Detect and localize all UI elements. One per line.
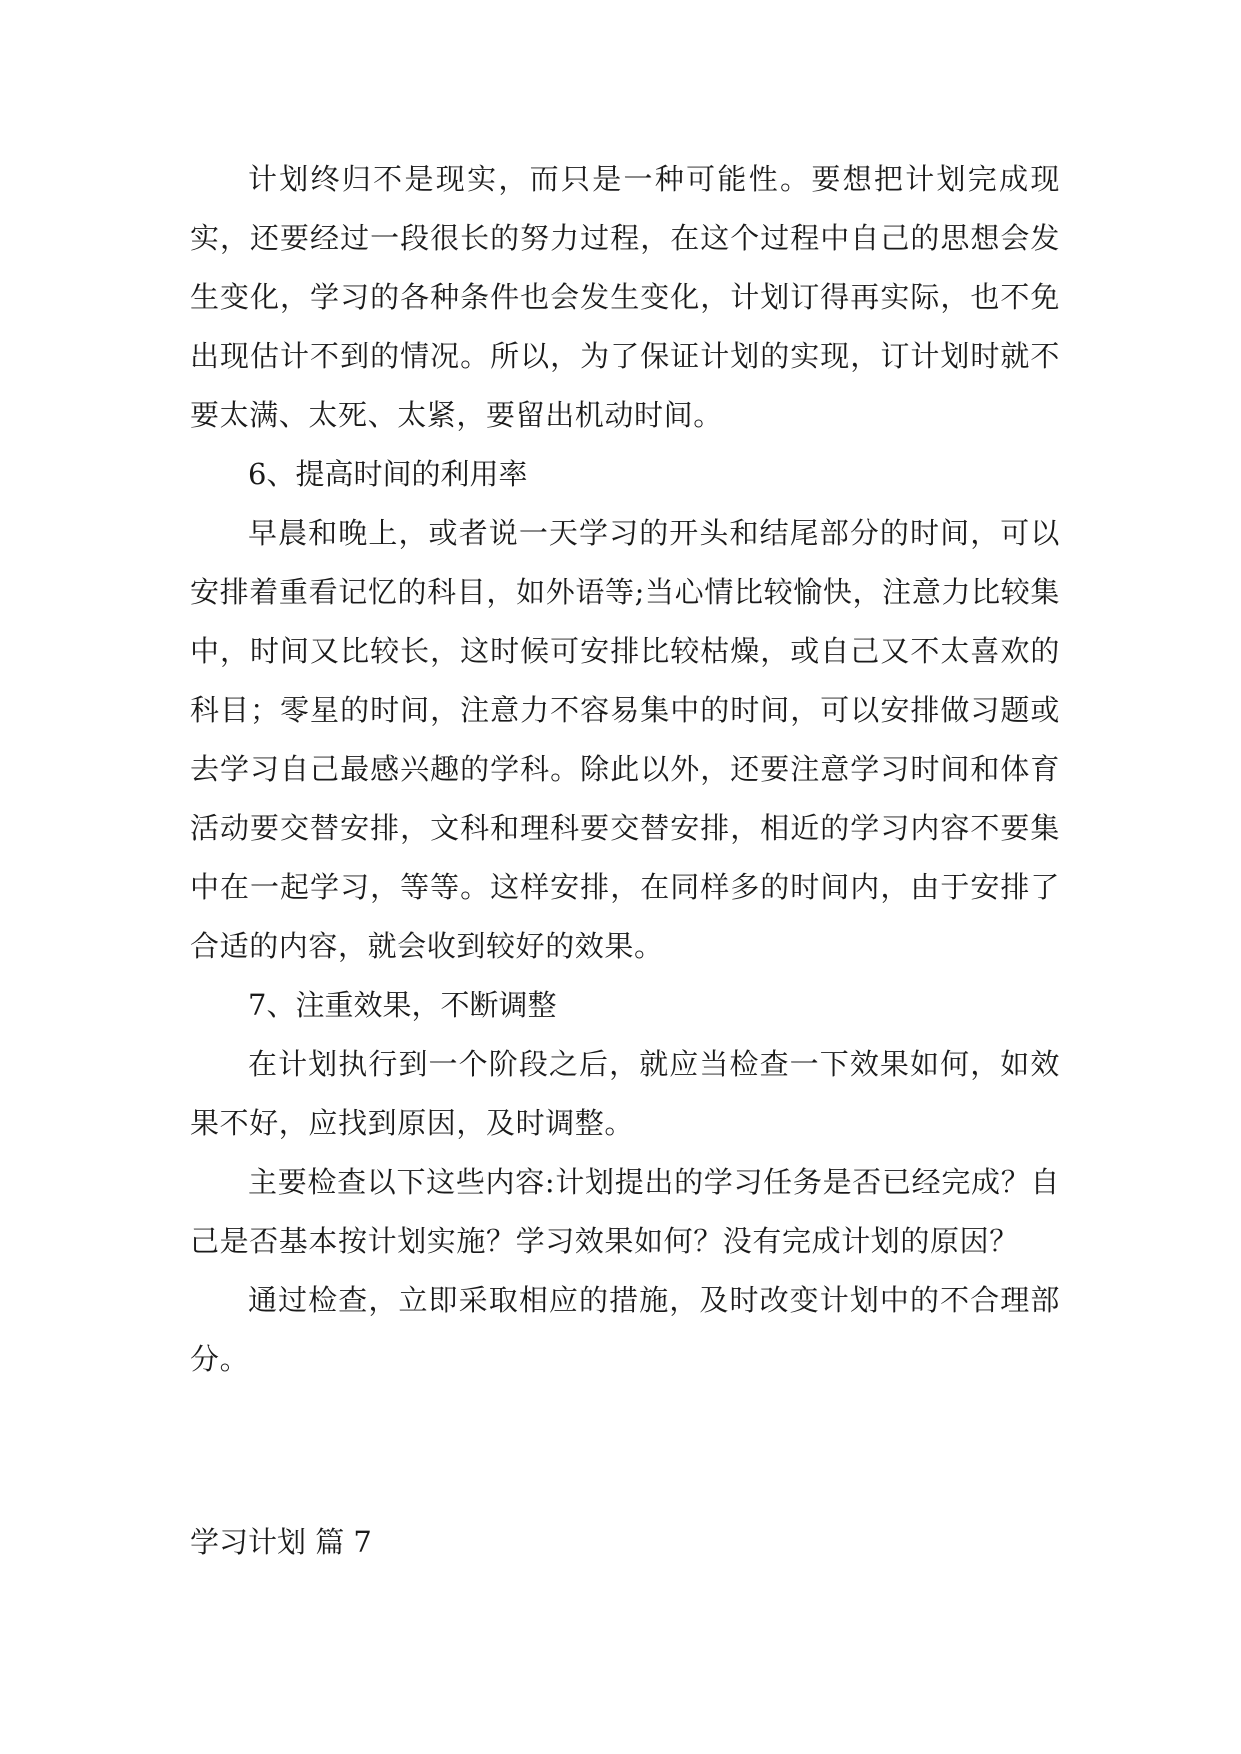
document-body (190, 150, 1060, 1389)
heading-time-utilization: 6、提高时间的利用率 (248, 457, 528, 491)
heading-effect-adjustment: 7、注重效果，不断调整 (248, 988, 557, 1022)
paragraph-take-measures: 通过检查，立即采取相应的措施，及时改变计划中的不合理部分。 (190, 1283, 1060, 1376)
paragraph-check-effect: 在计划执行到一个阶段之后，就应当检查一下效果如何，如效果不好，应找到原因，及时调整。 (190, 1047, 1060, 1140)
paragraph-time-arrangement: 早晨和晚上，或者说一天学习的开头和结尾部分的时间，可以安排着重看记忆的科目，如外语等;当心情比较愉快，注意力比较集中，时间又比较长，这时候可安排比较枯燥，或自己又不太喜欢的科目；零星的时间，注意力不容易集中的时间，可以安排做习题或去学习自己最感兴趣的学科。除此以外，还要注意学习时间和体育活动要交替安排，文科和理科要交替安排，相近的学习内容不要集中在一起学习，等等。这样安排，在同样多的时间内，由于安排了合适的内容，就会收到较好的效果。 (190, 516, 1060, 963)
paragraph-check-content: 主要检查以下这些内容:计划提出的学习任务是否已经完成？自己是否基本按计划实施？学习效果如何？没有完成计划的原因？ (190, 1165, 1060, 1258)
section-title: 学习计划 篇 7 (190, 1525, 372, 1559)
paragraph-plan-flexibility: 计划终归不是现实，而只是一种可能性。要想把计划完成现实，还要经过一段很长的努力过程，在这个过程中自己的思想会发生变化，学习的各种条件也会发生变化，计划订得再实际，也不免出现估计不到的情况。所以，为了保证计划的实现，订计划时就不要太满、太死、太紧，要留出机动时间。 (190, 162, 1060, 432)
